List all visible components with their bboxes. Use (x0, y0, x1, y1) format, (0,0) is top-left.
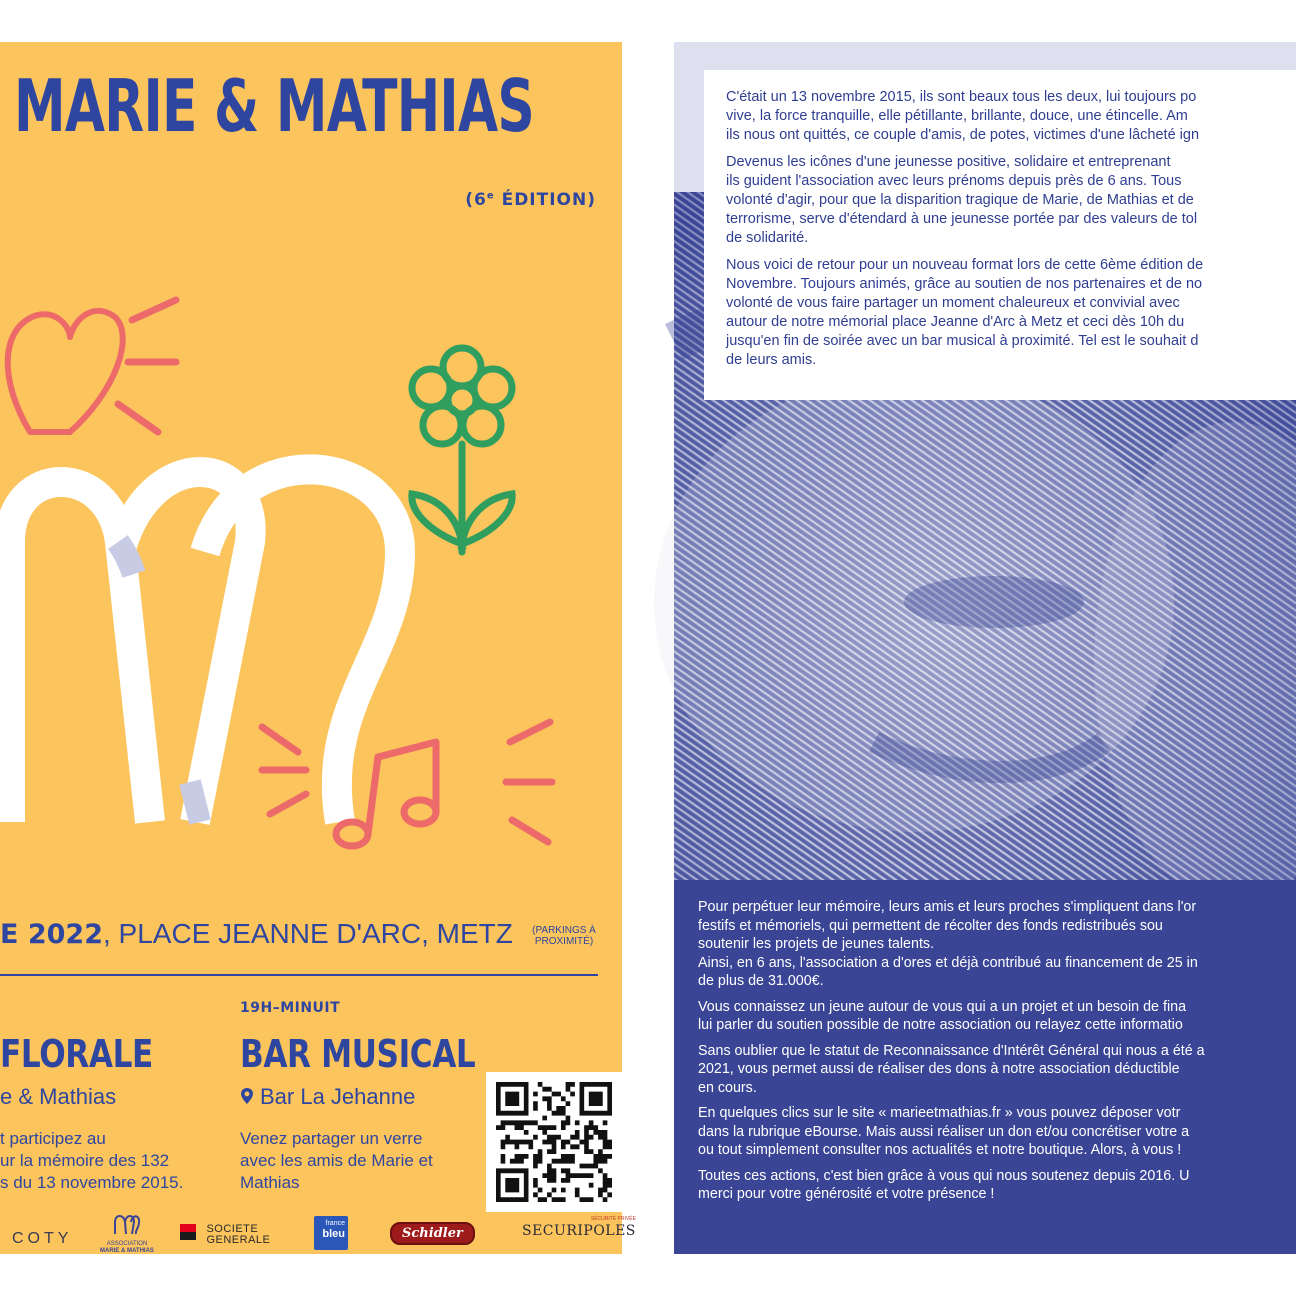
divider (0, 974, 598, 976)
bar-description: Venez partager un verre avec les amis de Marie et Mathias (240, 1129, 433, 1192)
florale-heading: FLORALE (0, 1032, 153, 1076)
poster (0, 42, 636, 1254)
bar-time: 19H–MINUIT (240, 1000, 341, 1016)
association-logo: ASSOCIATION MARIE & MATHIAS (98, 1210, 156, 1255)
france-bleu-logo: france bleu (314, 1216, 348, 1250)
intro-paragraph-2: Devenus les icônes d'une jeunesse positive, solidaire et entreprenant ils guident l'association avec leurs prénoms depuis près de 6 ans. Tous volonté d'agir, pour que la disparition tragique de Marie, de Mathias et de terrorisme, serve d'étendard à une jeunesse portée par des valeurs de tol de solidarité. (726, 154, 1198, 246)
sponsor-logos (0, 1210, 636, 1254)
intro-paragraph-1: C'était un 13 novembre 2015, ils sont beaux tous les deux, lui toujours po vive, la force tranquille, elle pétillante, brillante, douce, une étincelle. Am ils nous ont quittés, ce couple d'amis, de potes, victimes d'une lâcheté ign (726, 89, 1200, 143)
securipoles-logo: SÉCURITÉ PRIVÉE SECURIPOLES (522, 1216, 636, 1239)
heart-icon (8, 311, 123, 432)
info-paragraph-5: Toutes ces actions, c'est bien grâce à vous qui nous soutenez depuis 2016. U merci pour votre générosité et votre présence ! (698, 1167, 1190, 1202)
location-pin-icon (240, 1087, 254, 1105)
event-date-location: E 2022, PLACE JEANNE D'ARC, METZ (0, 918, 513, 950)
florale-subtitle: e & Mathias (0, 1084, 117, 1109)
info-paragraph-3: Sans oublier que le statut de Reconnaissance d'Intérêt Général qui nous a été a 2021, vous permet aussi de réaliser des dons à notre association déductible en cours. (698, 1042, 1205, 1096)
support-info-box (674, 880, 1296, 1254)
parking-note: (PARKINGS À PROXIMITÉ) (532, 925, 596, 947)
mm-logo-icon (10, 469, 400, 822)
flower-icon (412, 348, 512, 552)
poster-title: MARIE & MATHIAS (14, 64, 535, 148)
sun-rays-icon (118, 300, 176, 432)
bar-location: Bar La Jehanne (240, 1084, 415, 1110)
edition-label: (6e ÉDITION) (465, 190, 596, 210)
info-paragraph-4: En quelques clics sur le site « marieetmathias.fr » vous pouvez déposer votr dans la rubrique eBourse. Mais aussi réaliser un don et/ou concrétiser votre a ou tout simplement consulter nos actualités et notre boutique. Alors, à vous ! (698, 1105, 1190, 1158)
info-paragraph-2: Vous connaissez un jeune autour de vous qui a un projet et un besoin de fina lui parler du soutien possible de notre association ou relayez cette informatio (698, 998, 1187, 1033)
societe-generale-logo: SOCIETE GENERALE (180, 1224, 270, 1248)
info-page (674, 42, 1296, 1254)
poster-illustration (0, 222, 622, 862)
mm-small-logo-icon (112, 1210, 142, 1236)
intro-paragraph-3: Nous voici de retour pour un nouveau format lors de cette 6ème édition de Novembre. Toujours animés, grâce au soutien de nos partenaires et de no volonté de vous faire partager un moment chaleureux et convivial avec autour de notre mémorial place Jeanne d'Arc à Metz et ceci dès 10h du jusqu'en fin de soirée avec un bar musical à proximité. Tel est le souhait d de leurs amis. (726, 257, 1204, 368)
socgen-square-icon (180, 1224, 196, 1240)
bar-heading: BAR MUSICAL (240, 1032, 476, 1076)
intro-text-box (704, 70, 1296, 400)
florale-description: t participez au ur la mémoire des 132 s du 13 novembre 2015. (0, 1129, 184, 1192)
sound-rays-icon (262, 722, 552, 842)
qr-code-icon (496, 1082, 612, 1202)
info-paragraph-1: Pour perpétuer leur mémoire, leurs amis et leurs proches s'impliquent dans l'or festifs et mémoriels, qui permettent de récolter des fonds redistribués sou soutenir les projets de jeunes talents. Ainsi, en 6 ans, l'association a d'ores et déjà contribué au financement de 25 in de plus de 31.000€. (698, 899, 1198, 989)
schidler-logo: Schidler (390, 1222, 475, 1245)
qr-code[interactable] (486, 1072, 622, 1212)
coty-logo: COTY (12, 1230, 73, 1247)
